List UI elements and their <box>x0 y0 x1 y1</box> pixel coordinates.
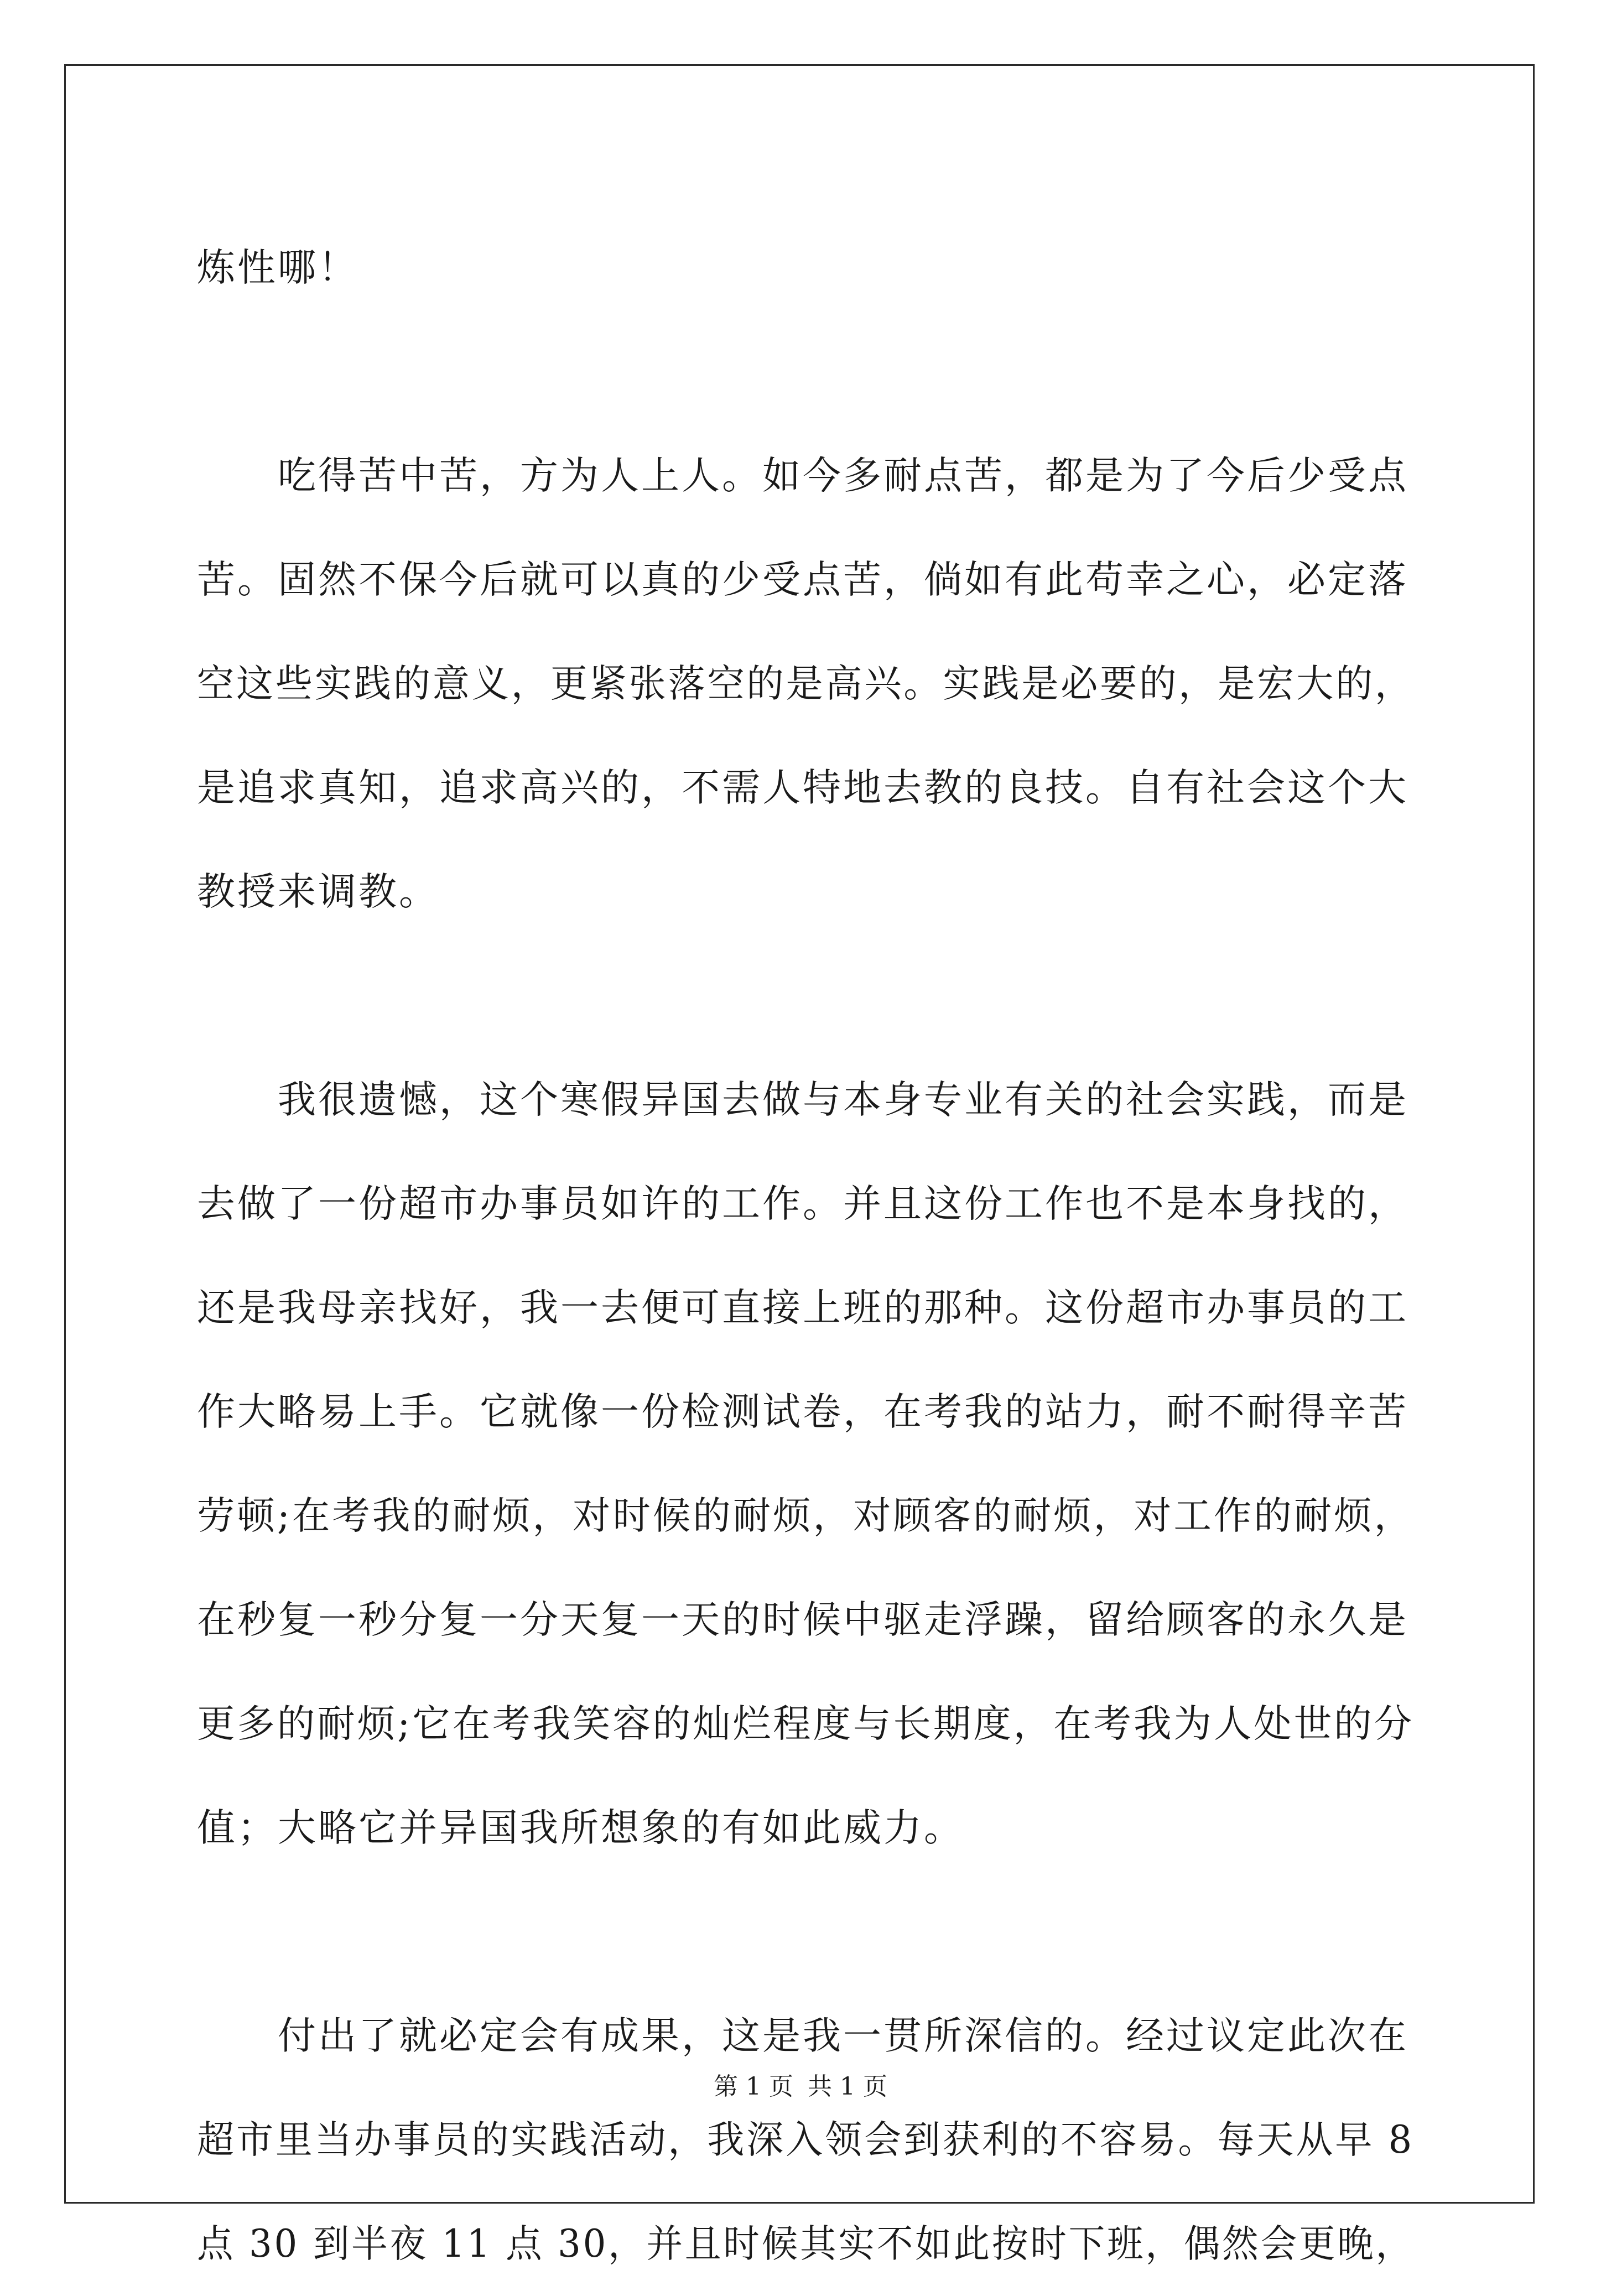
text-line: 吃得苦中苦，方为人上人。如今多耐点苦，都是为了今后少受点 <box>197 454 1408 498</box>
text-line <box>197 1880 1414 1984</box>
text-line: 是追求真知，追求高兴的，不需人特地去教的良技。自有社会这个大 <box>197 766 1408 810</box>
page-footer <box>0 2070 1601 2103</box>
text-line: 点 30 到半夜 11 点 30，并且时候其实不如此按时下班，偶然会更晚， <box>197 2222 1414 2266</box>
text-line <box>197 944 1414 1048</box>
document-body <box>197 216 1414 2296</box>
page-total: 共 1 页 <box>808 2072 887 2101</box>
text-line <box>197 320 1414 424</box>
text-line: 更多的耐烦;它在考我笑容的灿烂程度与长期度，在考我为人处世的分 <box>197 1702 1414 1746</box>
text-line: 值；大略它并异国我所想象的有如此威力。 <box>197 1806 964 1850</box>
text-line: 我很遗憾，这个寒假异国去做与本身专业有关的社会实践，而是 <box>197 1078 1408 1122</box>
text-line: 炼性哪！ <box>197 246 358 290</box>
text-line: 在秒复一秒分复一分天复一天的时候中驱走浮躁，留给顾客的永久是 <box>197 1598 1408 1642</box>
text-line: 空这些实践的意义，更紧张落空的是高兴。实践是必要的，是宏大的， <box>197 662 1414 706</box>
page-number: 第 1 页 <box>714 2072 793 2101</box>
text-line: 还是我母亲找好，我一去便可直接上班的那种。这份超市办事员的工 <box>197 1286 1408 1330</box>
text-line: 付出了就必定会有成果，这是我一贯所深信的。经过议定此次在 <box>197 2014 1408 2058</box>
text-line: 苦。固然不保今后就可以真的少受点苦，倘如有此苟幸之心，必定落 <box>197 558 1408 602</box>
text-line: 劳顿;在考我的耐烦，对时候的耐烦，对顾客的耐烦，对工作的耐烦， <box>197 1494 1414 1538</box>
text-line: 超市里当办事员的实践活动，我深入领会到获利的不容易。每天从早 8 <box>197 2118 1414 2162</box>
text-line: 教授来调教。 <box>197 870 439 914</box>
text-line: 去做了一份超市办事员如许的工作。并且这份工作也不是本身找的， <box>197 1182 1408 1226</box>
text-line: 作大略易上手。它就像一份检测试卷，在考我的站力，耐不耐得辛苦 <box>197 1390 1408 1434</box>
